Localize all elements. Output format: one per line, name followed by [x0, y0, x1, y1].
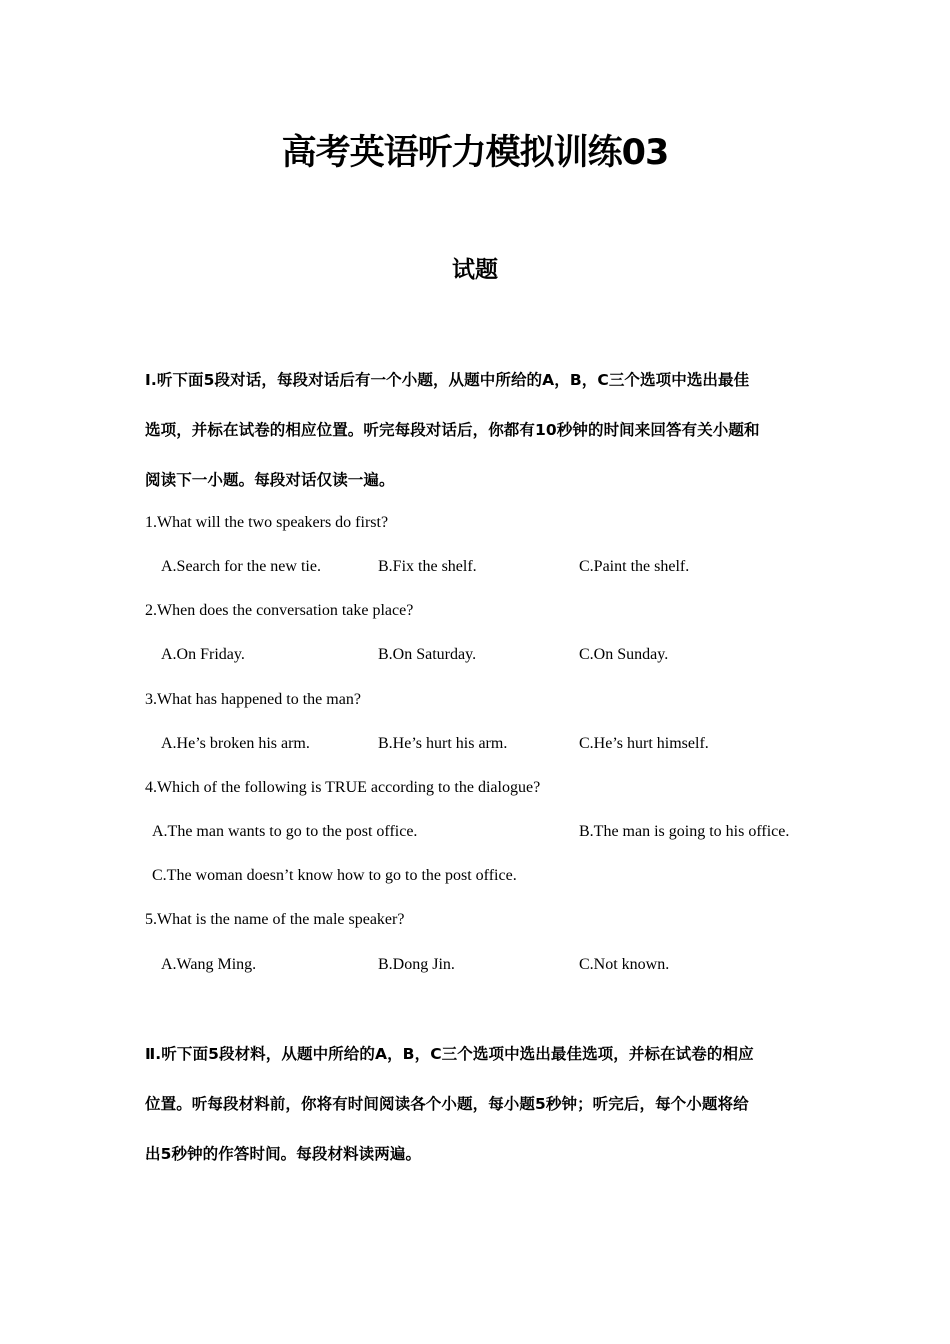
question-2-option-a: A.On Friday. [161, 646, 245, 663]
instruction-line: 选项，并标在试卷的相应位置。听完每段对话后，你都有10秒钟的时间来回答有关小题和 [145, 421, 760, 439]
instruction-line: 位置。听每段材料前，你将有时间阅读各个小题，每小题5秒钟；听完后，每个小题将给 [145, 1095, 749, 1113]
question-3-option-c: C.He’s hurt himself. [579, 735, 709, 752]
question-1-option-c: C.Paint the shelf. [579, 558, 690, 575]
section-1-instructions [145, 355, 810, 505]
question-3-option-b: B.He’s hurt his arm. [378, 735, 508, 752]
question-4-text: 4.Which of the following is TRUE according to the dialogue? [145, 779, 541, 796]
question-4-option-a: A.The man wants to go to the post office. [152, 823, 418, 840]
document-subtitle: 试题 [452, 257, 498, 283]
question-5-option-a: A.Wang Ming. [161, 956, 257, 973]
question-2-option-b: B.On Saturday. [378, 646, 477, 663]
question-5-text: 5.What is the name of the male speaker? [145, 911, 405, 928]
instruction-line: Ⅰ.听下面5段对话，每段对话后有一个小题，从题中所给的A，B，C三个选项中选出最佳 [145, 371, 750, 389]
question-4-option-b: B.The man is going to his office. [579, 823, 790, 840]
instruction-line: Ⅱ.听下面5段材料，从题中所给的A，B，C三个选项中选出最佳选项，并标在试卷的相应 [145, 1045, 754, 1063]
question-4-option-c: C.The woman doesn’t know how to go to the post office. [152, 867, 517, 884]
instruction-line: 阅读下一小题。每段对话仅读一遍。 [145, 471, 395, 489]
document-title: 高考英语听力模拟训练03 [281, 133, 669, 173]
section-2-instructions [145, 1029, 810, 1179]
question-5-option-b: B.Dong Jin. [378, 956, 455, 973]
question-1-option-b: B.Fix the shelf. [378, 558, 477, 575]
question-3-option-a: A.He’s broken his arm. [161, 735, 310, 752]
question-2-option-c: C.On Sunday. [579, 646, 669, 663]
instruction-line: 出5秒钟的作答时间。每段材料读两遍。 [145, 1145, 422, 1163]
question-3-text: 3.What has happened to the man? [145, 691, 361, 708]
question-1-text: 1.What will the two speakers do first? [145, 514, 389, 531]
question-2-text: 2.When does the conversation take place? [145, 602, 414, 619]
question-1-option-a: A.Search for the new tie. [161, 558, 321, 575]
question-5-option-c: C.Not known. [579, 956, 670, 973]
